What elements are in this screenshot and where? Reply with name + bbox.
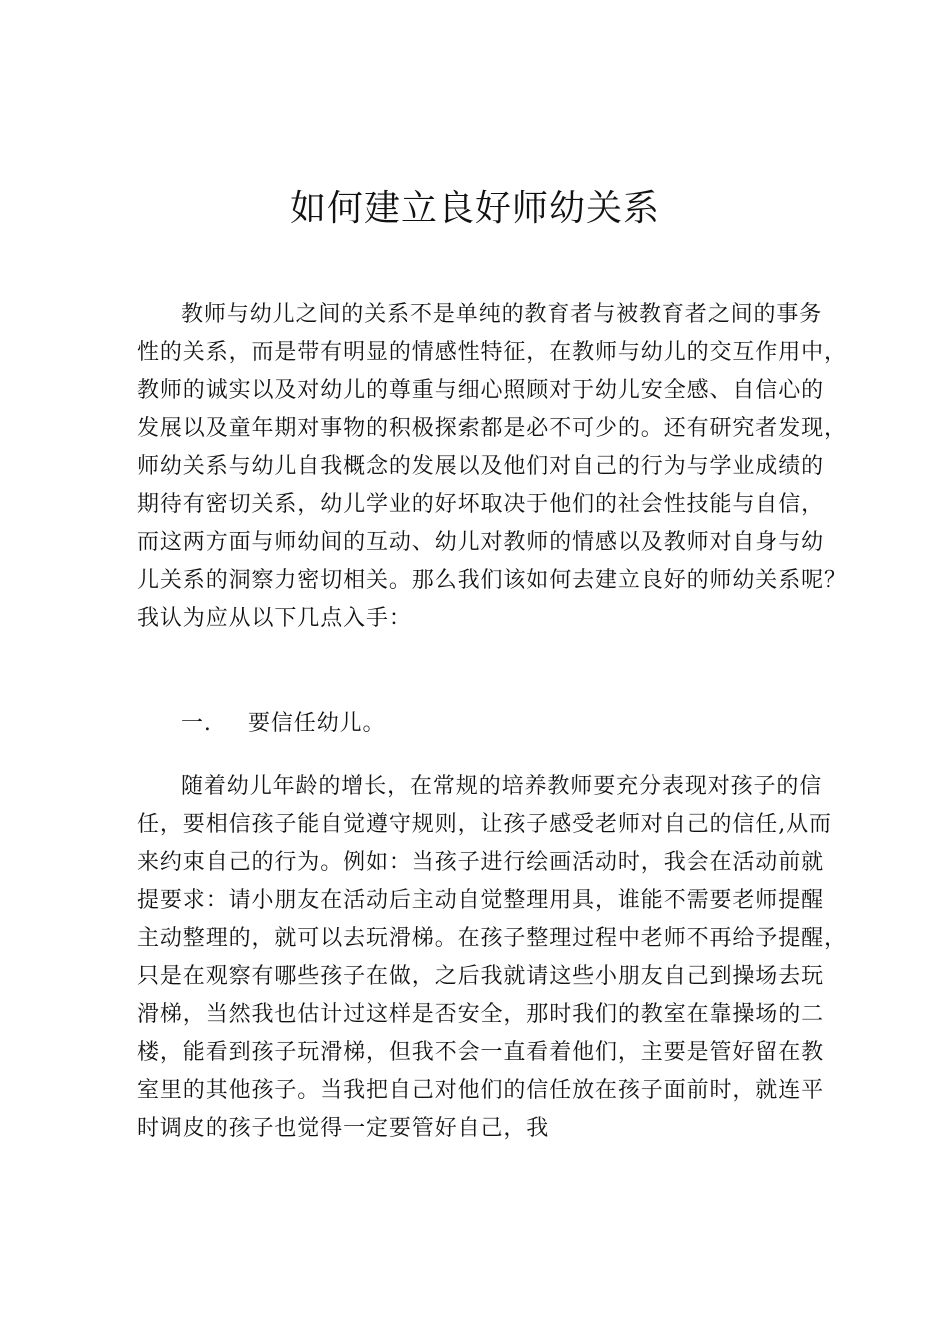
paragraph-line: 师幼关系与幼儿自我概念的发展以及他们对自己的行为与学业成绩的 <box>137 454 825 479</box>
intro-paragraph <box>137 296 847 638</box>
paragraph-line: 提要求：请小朋友在活动后主动自觉整理用具，谁能不需要老师提醒 <box>137 888 825 913</box>
paragraph-line: 滑梯，当然我也估计过这样是否安全，那时我们的教室在靠操场的二 <box>137 1002 825 1027</box>
paragraph-line: 任，要相信孩子能自觉遵守规则，让孩子感受老师对自己的信任,从而 <box>137 812 832 837</box>
paragraph-line: 性的关系，而是带有明显的情感性特征，在教师与幼儿的交互作用中， <box>137 340 847 365</box>
paragraph-line: 儿关系的洞察力密切相关。那么我们该如何去建立良好的师幼关系呢？ <box>137 568 847 593</box>
section-heading <box>137 705 837 743</box>
paragraph-line: 室里的其他孩子。当我把自己对他们的信任放在孩子面前时，就连平 <box>137 1078 825 1103</box>
document-title: 如何建立良好师幼关系 <box>289 188 660 230</box>
section-number: 一. <box>181 711 212 736</box>
section-heading-line <box>137 705 837 743</box>
paragraph-line: 发展以及童年期对事物的积极探索都是必不可少的。还有研究者发现， <box>137 416 847 441</box>
section-heading-text: 要信任幼儿。 <box>248 711 386 736</box>
paragraph-line: 楼，能看到孩子玩滑梯，但我不会一直看着他们，主要是管好留在教 <box>137 1040 825 1065</box>
section-paragraph <box>137 768 847 1148</box>
paragraph-line: 随着幼儿年龄的增长，在常规的培养教师要充分表现对孩子的信 <box>181 774 823 799</box>
paragraph-line: 时调皮的孩子也觉得一定要管好自己，我 <box>137 1116 550 1141</box>
paragraph-line: 我认为应从以下几点入手： <box>137 606 412 631</box>
paragraph-line: 来约束自己的行为。例如：当孩子进行绘画活动时，我会在活动前就 <box>137 850 825 875</box>
paragraph-line: 而这两方面与师幼间的互动、幼儿对教师的情感以及教师对自身与幼 <box>137 530 825 555</box>
paragraph-line: 期待有密切关系，幼儿学业的好坏取决于他们的社会性技能与自信， <box>137 492 825 517</box>
paragraph-line: 教师与幼儿之间的关系不是单纯的教育者与被教育者之间的事务 <box>181 302 823 327</box>
paragraph-line: 教师的诚实以及对幼儿的尊重与细心照顾对于幼儿安全感、自信心的 <box>137 378 825 403</box>
paragraph-line: 主动整理的，就可以去玩滑梯。在孩子整理过程中老师不再给予提醒， <box>137 926 847 951</box>
paragraph-line: 只是在观察有哪些孩子在做，之后我就请这些小朋友自己到操场去玩 <box>137 964 825 989</box>
